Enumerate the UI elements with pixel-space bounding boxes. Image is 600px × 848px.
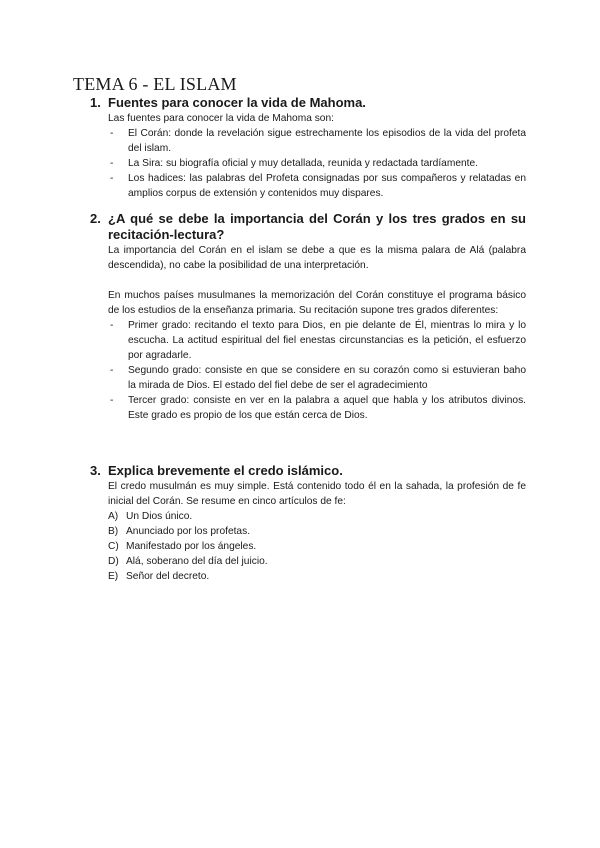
section-2 <box>90 211 526 423</box>
section-title: Fuentes para conocer la vida de Mahoma. <box>108 95 366 110</box>
list-item <box>108 509 526 524</box>
section-heading <box>90 463 526 479</box>
section-title: Explica brevemente el credo islámico. <box>108 463 343 478</box>
page-title: TEMA 6 - EL ISLAM <box>73 74 237 94</box>
list-item <box>108 126 526 156</box>
section-1 <box>90 95 526 201</box>
lettered-list <box>90 509 526 584</box>
dash-marker: - <box>110 173 114 184</box>
letter-marker: E) <box>108 571 119 582</box>
dash-marker: - <box>110 158 114 169</box>
section-paragraph: La importancia del Corán en el islam se debe a que es la misma palara de Alá (palabra descendida), no cabe la posibilidad de una interpretación. <box>108 245 526 271</box>
list-item <box>108 539 526 554</box>
section-heading <box>90 95 526 111</box>
section-heading <box>90 211 526 243</box>
list-item-text: Primer grado: recitando el texto para Dios, en pie delante de Él, mientras lo mira y lo escucha. La actitud espiritual del fiel enestas circunstancias es la petición, el esfuerzo por agradarle. <box>128 320 526 361</box>
section-paragraph: En muchos países musulmanes la memorización del Corán constituye el programa básico de los estudios de la enseñanza primaria. Su recitación supone tres grados diferentes: <box>108 290 526 316</box>
section-number: 2. <box>90 211 101 226</box>
bullet-list <box>90 126 526 201</box>
list-item-text: Segundo grado: consiste en que se considere en su corazón como si estuvieran baho la mirada de Dios. El estado del fiel debe de ser el agradecimiento <box>128 365 526 391</box>
list-item <box>108 171 526 201</box>
dash-marker: - <box>110 365 114 376</box>
list-item-text: Anunciado por los profetas. <box>126 526 251 537</box>
dash-marker: - <box>110 395 114 406</box>
list-item <box>108 524 526 539</box>
dash-marker: - <box>110 128 114 139</box>
bullet-list <box>90 318 526 423</box>
section-number: 1. <box>90 95 101 110</box>
letter-marker: C) <box>108 541 119 552</box>
letter-marker: B) <box>108 526 119 537</box>
list-item-text: Manifestado por los ángeles. <box>126 541 257 552</box>
list-item-text: Un Dios único. <box>126 511 193 522</box>
section-number: 3. <box>90 463 101 478</box>
paragraph-gap <box>90 273 526 288</box>
list-item-text: Alá, soberano del día del juicio. <box>126 556 268 567</box>
section-3 <box>90 463 526 584</box>
section-title: ¿A qué se debe la importancia del Corán y los tres grados en su recitación-lectura? <box>108 211 526 242</box>
list-item <box>108 393 526 423</box>
list-item-text: Los hadices: las palabras del Profeta consignadas por sus compañeros y relatadas en amplios corpus de extensión y contenidos muy dispares. <box>128 173 526 199</box>
list-item <box>108 156 526 171</box>
list-item <box>108 569 526 584</box>
list-item-text: Señor del decreto. <box>126 571 210 582</box>
list-item <box>108 363 526 393</box>
list-item-text: El Corán: donde la revelación sigue estrechamente los episodios de la vida del profeta del islam. <box>128 128 526 154</box>
list-item <box>108 318 526 363</box>
list-item <box>108 554 526 569</box>
letter-marker: D) <box>108 556 119 567</box>
section-intro: Las fuentes para conocer la vida de Mahoma son: <box>108 113 334 124</box>
dash-marker: - <box>110 320 114 331</box>
section-intro: El credo musulmán es muy simple. Está contenido todo él en la sahada, la profesión de fe inicial del Corán. Se resume en cinco artículos de fe: <box>108 481 526 507</box>
letter-marker: A) <box>108 511 119 522</box>
list-item-text: Tercer grado: consiste en ver en la palabra a aquel que habla y los atributos divinos. Este grado es propio de los que están cerca de Dios. <box>128 395 526 421</box>
list-item-text: La Sira: su biografía oficial y muy detallada, reunida y redactada tardíamente. <box>128 158 478 169</box>
